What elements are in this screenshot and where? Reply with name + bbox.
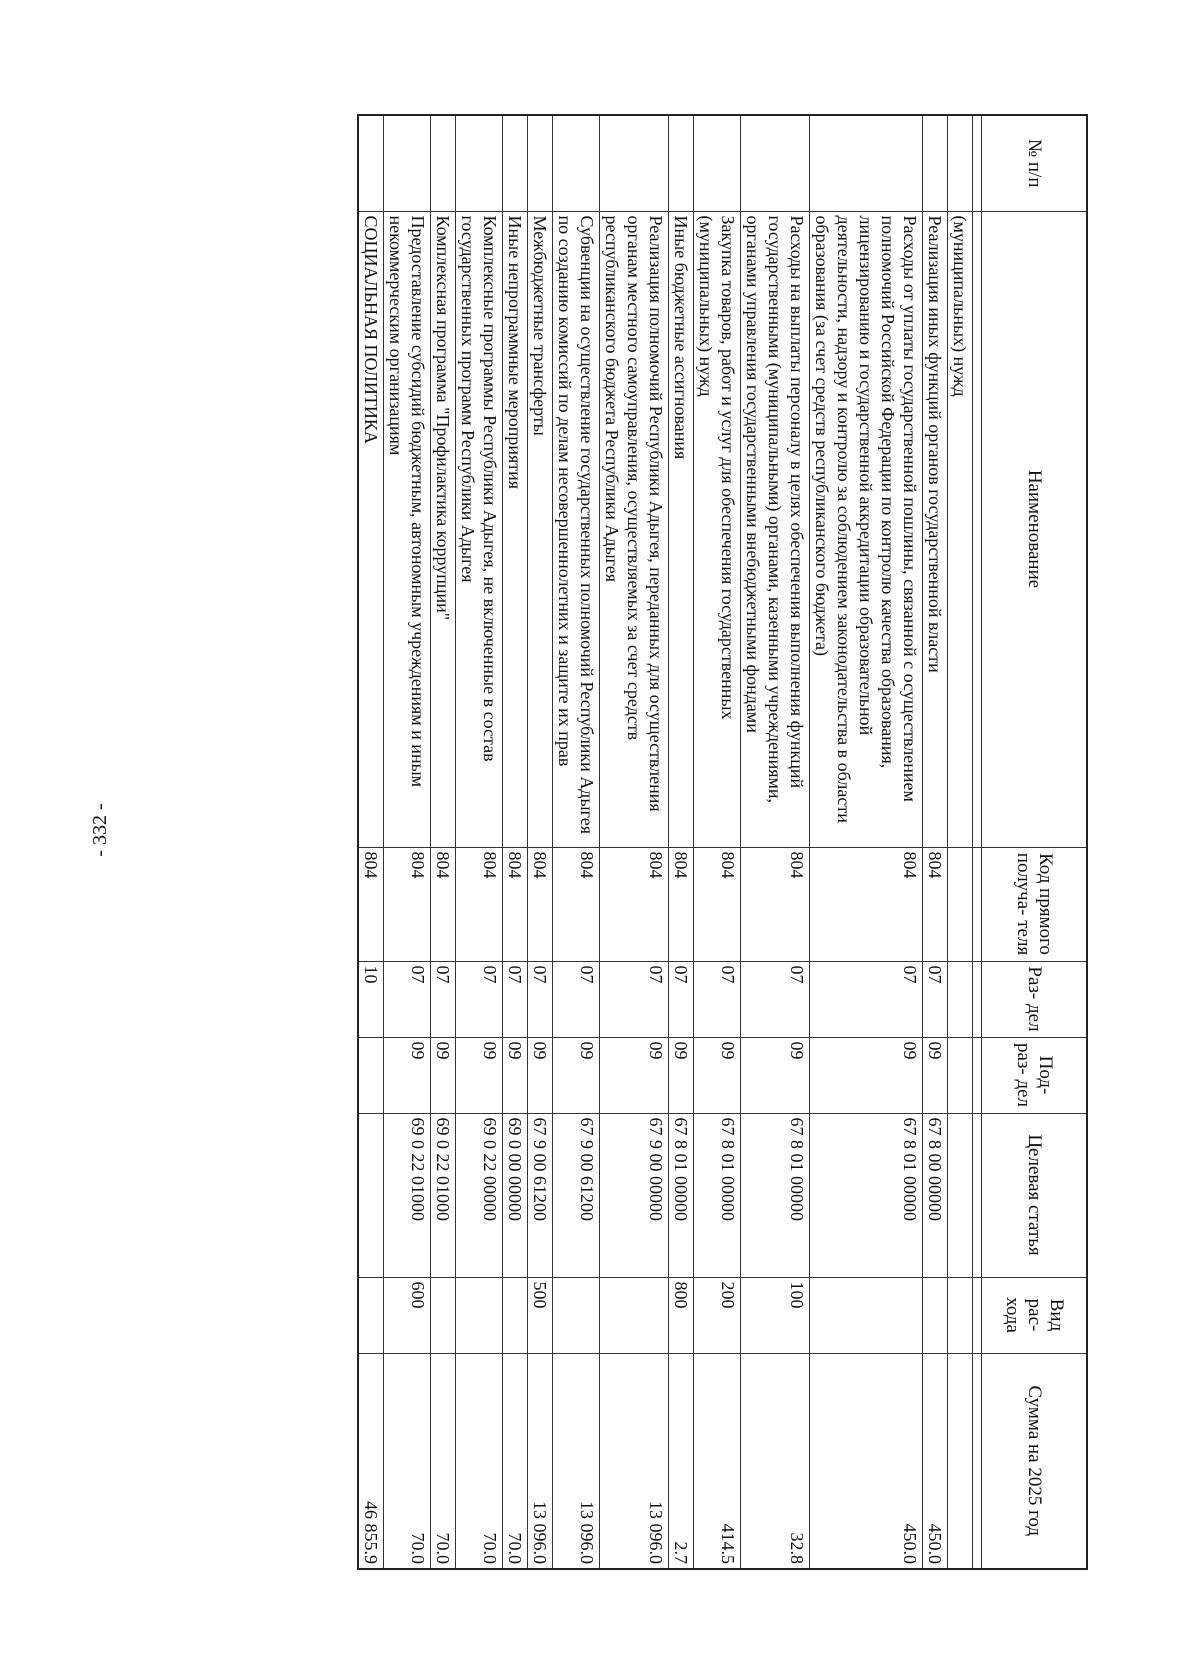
row-type xyxy=(553,1277,600,1353)
row-name: СОЦИАЛЬНАЯ ПОЛИТИКА xyxy=(358,211,384,847)
row-subsection: 09 xyxy=(456,1037,503,1113)
row-name: Реализация полномочий Республики Адыгея, переданных для осуществления органам местного самоуправления, осуществляемых за счет средств республиканского бюджета Республики Адыгея xyxy=(600,211,669,847)
row-target xyxy=(358,1113,384,1277)
row-section: 10 xyxy=(358,961,384,1037)
row-name: Реализация иных функций органов государственной власти xyxy=(923,211,948,847)
row-target: 67 8 00 00000 xyxy=(923,1113,948,1277)
row-section xyxy=(948,961,973,1037)
row-sum: 450.0 xyxy=(810,1353,923,1569)
row-num xyxy=(600,115,669,211)
row-name: Межбюджетные трансферты xyxy=(528,211,553,847)
row-section: 07 xyxy=(694,961,741,1037)
row-recipient: 804 xyxy=(431,847,456,961)
row-type: 600 xyxy=(384,1277,431,1353)
header-row xyxy=(982,115,1088,1569)
row-sum: 13 096.0 xyxy=(553,1353,600,1569)
row-sum: 70.0 xyxy=(503,1353,528,1569)
row-num xyxy=(948,115,973,211)
row-num xyxy=(358,115,384,211)
budget-table-frame xyxy=(168,114,1088,1568)
row-target: 69 0 22 01000 xyxy=(384,1113,431,1277)
row-recipient: 804 xyxy=(669,847,694,961)
row-name: Субвенции на осуществление государственных полномочий Республики Адыгея по созданию комиссий по делам несовершеннолетних и защите их прав xyxy=(553,211,600,847)
row-sum: 70.0 xyxy=(456,1353,503,1569)
row-subsection xyxy=(358,1037,384,1113)
table-row xyxy=(741,115,810,1569)
row-section: 07 xyxy=(669,961,694,1037)
row-subsection: 09 xyxy=(553,1037,600,1113)
row-num xyxy=(810,115,923,211)
table-row xyxy=(553,115,600,1569)
row-num xyxy=(669,115,694,211)
row-name: Расходы от уплаты государственной пошлины, связанной с осуществлением полномочий Российской Федерации по контролю качества образования, лицензированию и государственной аккредитации образовательной деятельности, надзору и контролю за соблюдением законодательства в области образования (за счет средств республиканского бюджета) xyxy=(810,211,923,847)
row-sum: 13 096.0 xyxy=(528,1353,553,1569)
row-recipient: 804 xyxy=(553,847,600,961)
row-target: 69 0 22 00000 xyxy=(456,1113,503,1277)
table-row xyxy=(456,115,503,1569)
header-name: Наименование xyxy=(982,211,1088,847)
row-recipient: 804 xyxy=(358,847,384,961)
header-recipient: Код прямого получа- теля xyxy=(982,847,1088,961)
row-section: 07 xyxy=(503,961,528,1037)
row-type xyxy=(503,1277,528,1353)
header-type: Вид рас- хода xyxy=(982,1277,1088,1353)
row-type: 800 xyxy=(669,1277,694,1353)
row-recipient: 804 xyxy=(600,847,669,961)
row-subsection: 09 xyxy=(810,1037,923,1113)
table-row xyxy=(669,115,694,1569)
row-type xyxy=(948,1277,973,1353)
row-section: 07 xyxy=(810,961,923,1037)
header-num: № п/п xyxy=(982,115,1088,211)
row-section: 07 xyxy=(553,961,600,1037)
row-type xyxy=(358,1277,384,1353)
row-num xyxy=(528,115,553,211)
row-recipient: 804 xyxy=(810,847,923,961)
row-subsection xyxy=(948,1037,973,1113)
row-recipient: 804 xyxy=(456,847,503,961)
row-sum: 450.0 xyxy=(923,1353,948,1569)
page-number: - 332 - xyxy=(89,803,111,857)
budget-table xyxy=(357,114,1088,1570)
row-recipient: 804 xyxy=(503,847,528,961)
row-name: Закупка товаров, работ и услуг для обеспечения государственных (муниципальных) нужд xyxy=(694,211,741,847)
table-row xyxy=(923,115,948,1569)
row-num xyxy=(741,115,810,211)
header-section: Раз- дел xyxy=(982,961,1088,1037)
row-target: 67 9 00 61200 xyxy=(528,1113,553,1277)
row-target: 67 8 01 00000 xyxy=(669,1113,694,1277)
row-subsection: 09 xyxy=(741,1037,810,1113)
header-target: Целевая статья xyxy=(982,1113,1088,1277)
row-name: Иные непрограммные мероприятия xyxy=(503,211,528,847)
row-recipient: 804 xyxy=(741,847,810,961)
row-type xyxy=(810,1277,923,1353)
row-type xyxy=(431,1277,456,1353)
row-recipient: 804 xyxy=(923,847,948,961)
row-section: 07 xyxy=(741,961,810,1037)
table-row xyxy=(431,115,456,1569)
row-num xyxy=(456,115,503,211)
row-num xyxy=(431,115,456,211)
row-subsection: 09 xyxy=(600,1037,669,1113)
row-type: 100 xyxy=(741,1277,810,1353)
row-subsection: 09 xyxy=(503,1037,528,1113)
row-type xyxy=(923,1277,948,1353)
row-recipient: 804 xyxy=(694,847,741,961)
row-target xyxy=(948,1113,973,1277)
row-sum: 13 096.0 xyxy=(600,1353,669,1569)
row-num xyxy=(553,115,600,211)
row-num xyxy=(384,115,431,211)
row-type xyxy=(600,1277,669,1353)
row-recipient xyxy=(948,847,973,961)
table-row xyxy=(694,115,741,1569)
row-subsection: 09 xyxy=(528,1037,553,1113)
table-row xyxy=(358,115,384,1569)
row-name: Комплексные программы Республики Адыгея, не включенные в состав государственных программ Республики Адыгея xyxy=(456,211,503,847)
row-section: 07 xyxy=(528,961,553,1037)
table-row xyxy=(948,115,973,1569)
table-row xyxy=(528,115,553,1569)
table-row xyxy=(600,115,669,1569)
row-target: 67 9 00 00000 xyxy=(600,1113,669,1277)
row-sum xyxy=(948,1353,973,1569)
header-sum: Сумма на 2025 год xyxy=(982,1353,1088,1569)
row-target: 67 8 01 00000 xyxy=(810,1113,923,1277)
row-name: Предоставление субсидий бюджетным, автономным учреждениям и иным некоммерческим организациям xyxy=(384,211,431,847)
row-section: 07 xyxy=(431,961,456,1037)
row-subsection: 09 xyxy=(384,1037,431,1113)
table-row xyxy=(384,115,431,1569)
row-subsection: 09 xyxy=(694,1037,741,1113)
table-row xyxy=(503,115,528,1569)
row-target: 69 0 22 01000 xyxy=(431,1113,456,1277)
row-target: 67 8 01 00000 xyxy=(741,1113,810,1277)
row-sum: 70.0 xyxy=(384,1353,431,1569)
header-subsection: Под- раз- дел xyxy=(982,1037,1088,1113)
row-sum: 70.0 xyxy=(431,1353,456,1569)
row-section: 07 xyxy=(600,961,669,1037)
row-target: 69 0 00 00000 xyxy=(503,1113,528,1277)
row-sum: 2.7 xyxy=(669,1353,694,1569)
row-type: 200 xyxy=(694,1277,741,1353)
row-section: 07 xyxy=(456,961,503,1037)
header-gap-row xyxy=(973,115,982,1569)
row-subsection: 09 xyxy=(669,1037,694,1113)
row-type xyxy=(456,1277,503,1353)
row-subsection: 09 xyxy=(431,1037,456,1113)
row-num xyxy=(923,115,948,211)
row-target: 67 8 01 00000 xyxy=(694,1113,741,1277)
row-num xyxy=(694,115,741,211)
row-sum: 414.5 xyxy=(694,1353,741,1569)
row-target: 67 9 00 61200 xyxy=(553,1113,600,1277)
row-name: Расходы на выплаты персоналу в целях обеспечения выполнения функций государственными (муниципальными) органами, казенными учреждениями, органами управления государственными внебюджетными фондами xyxy=(741,211,810,847)
row-type: 500 xyxy=(528,1277,553,1353)
row-sum: 46 855.9 xyxy=(358,1353,384,1569)
row-name: Комплексная программа "Профилактика коррупции" xyxy=(431,211,456,847)
row-name: Иные бюджетные ассигнования xyxy=(669,211,694,847)
row-num xyxy=(503,115,528,211)
row-sum: 32.8 xyxy=(741,1353,810,1569)
row-section: 07 xyxy=(923,961,948,1037)
row-recipient: 804 xyxy=(384,847,431,961)
row-section: 07 xyxy=(384,961,431,1037)
row-subsection: 09 xyxy=(923,1037,948,1113)
row-recipient: 804 xyxy=(528,847,553,961)
row-name: (муниципальных) нужд xyxy=(948,211,973,847)
table-row xyxy=(810,115,923,1569)
